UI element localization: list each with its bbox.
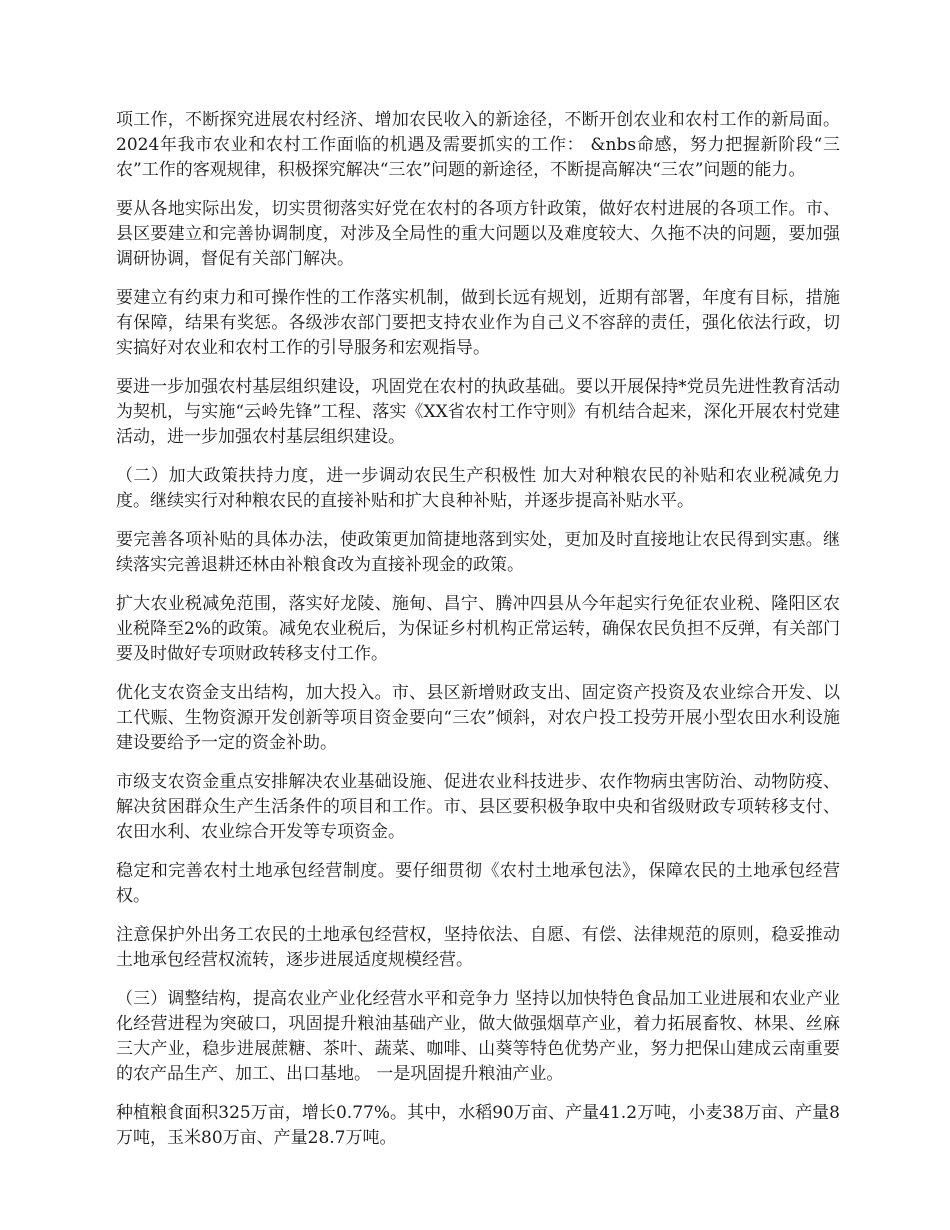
paragraph-13: 种植粮食面积325万亩，增长0.77%。其中，水稻90万亩、产量41.2万吨，小麦38万亩、产量8万吨，玉米80万亩、产量28.7万吨。: [116, 1103, 840, 1148]
paragraph-9: 市级支农资金重点安排解决农业基础设施、促进农业科技进步、农作物病虫害防治、动物防疫、解决贫困群众生产生活条件的项目和工作。市、县区要积极争取中央和省级财政专项转移支付、农田水利、农业综合开发等专项资金。: [116, 772, 840, 842]
document-body: [116, 108, 840, 1165]
paragraph-4: 要进一步加强农村基层组织建设，巩固党在农村的执政基础。要以开展保持*党员先进性教育活动为契机，与实施“云岭先锋”工程、落实《XX省农村工作守则》有机结合起来，深化开展农村党建活动，进一步加强农村基层组织建设。: [116, 377, 840, 447]
paragraph-11: 注意保护外出务工农民的土地承包经营权，坚持依法、自愿、有偿、法律规范的原则，稳妥推动土地承包经营权流转，逐步进展适度规模经营。: [116, 925, 840, 970]
paragraph-8: 优化支农资金支出结构，加大投入。市、县区新增财政支出、固定资产投资及农业综合开发、以工代赈、生物资源开发创新等项目资金要向“三农”倾斜，对农户投工投劳开展小型农田水利设施建设要给予一定的资金补助。: [116, 683, 840, 753]
paragraph-12: （三）调整结构，提高农业产业化经营水平和竞争力 坚持以加快特色食品加工业进展和农业产业化经营进程为突破口，巩固提升粮油基础产业，做大做强烟草产业，着力拓展畜牧、林果、丝麻三大产业，稳步进展蔗糖、茶叶、蔬菜、咖啡、山葵等特色优势产业，努力把保山建成云南重要的农产品生产、加工、出口基地。 一是巩固提升粮油产业。: [116, 989, 840, 1084]
paragraph-10: 稳定和完善农村土地承包经营制度。要仔细贯彻《农村土地承包法》，保障农民的土地承包经营权。: [116, 861, 840, 906]
paragraph-3: 要建立有约束力和可操作性的工作落实机制，做到长远有规划，近期有部署，年度有目标，措施有保障，结果有奖惩。各级涉农部门要把支持农业作为自己义不容辞的责任，强化依法行政，切实搞好对农业和农村工作的引导服务和宏观指导。: [116, 288, 840, 358]
paragraph-2: 要从各地实际出发，切实贯彻落实好党在农村的各项方针政策，做好农村进展的各项工作。市、县区要建立和完善协调制度，对涉及全局性的重大问题以及难度较大、久拖不决的问题，要加强调研协调，督促有关部门解决。: [116, 199, 840, 269]
paragraph-1: 项工作，不断探究进展农村经济、增加农民收入的新途径，不断开创农业和农村工作的新局面。 2024年我市农业和农村工作面临的机遇及需要抓实的工作： &nbs命感，努力把握新阶段“三农”工作的客观规律，积极探究解决“三农”问题的新途径，不断提高解决“三农”问题的能力。: [116, 110, 840, 180]
paragraph-6: 要完善各项补贴的具体办法，使政策更加简捷地落到实处，更加及时直接地让农民得到实惠。继续落实完善退耕还林由补粮食改为直接补现金的政策。: [116, 530, 840, 575]
paragraph-7: 扩大农业税减免范围，落实好龙陵、施甸、昌宁、腾冲四县从今年起实行免征农业税、隆阳区农业税降至2%的政策。减免农业税后，为保证乡村机构正常运转，确保农民负担不反弹，有关部门要及时做好专项财政转移支付工作。: [116, 594, 840, 664]
paragraph-5: （二）加大政策扶持力度，进一步调动农民生产积极性 加大对种粮农民的补贴和农业税减免力度。继续实行对种粮农民的直接补贴和扩大良种补贴，并逐步提高补贴水平。: [116, 466, 840, 511]
